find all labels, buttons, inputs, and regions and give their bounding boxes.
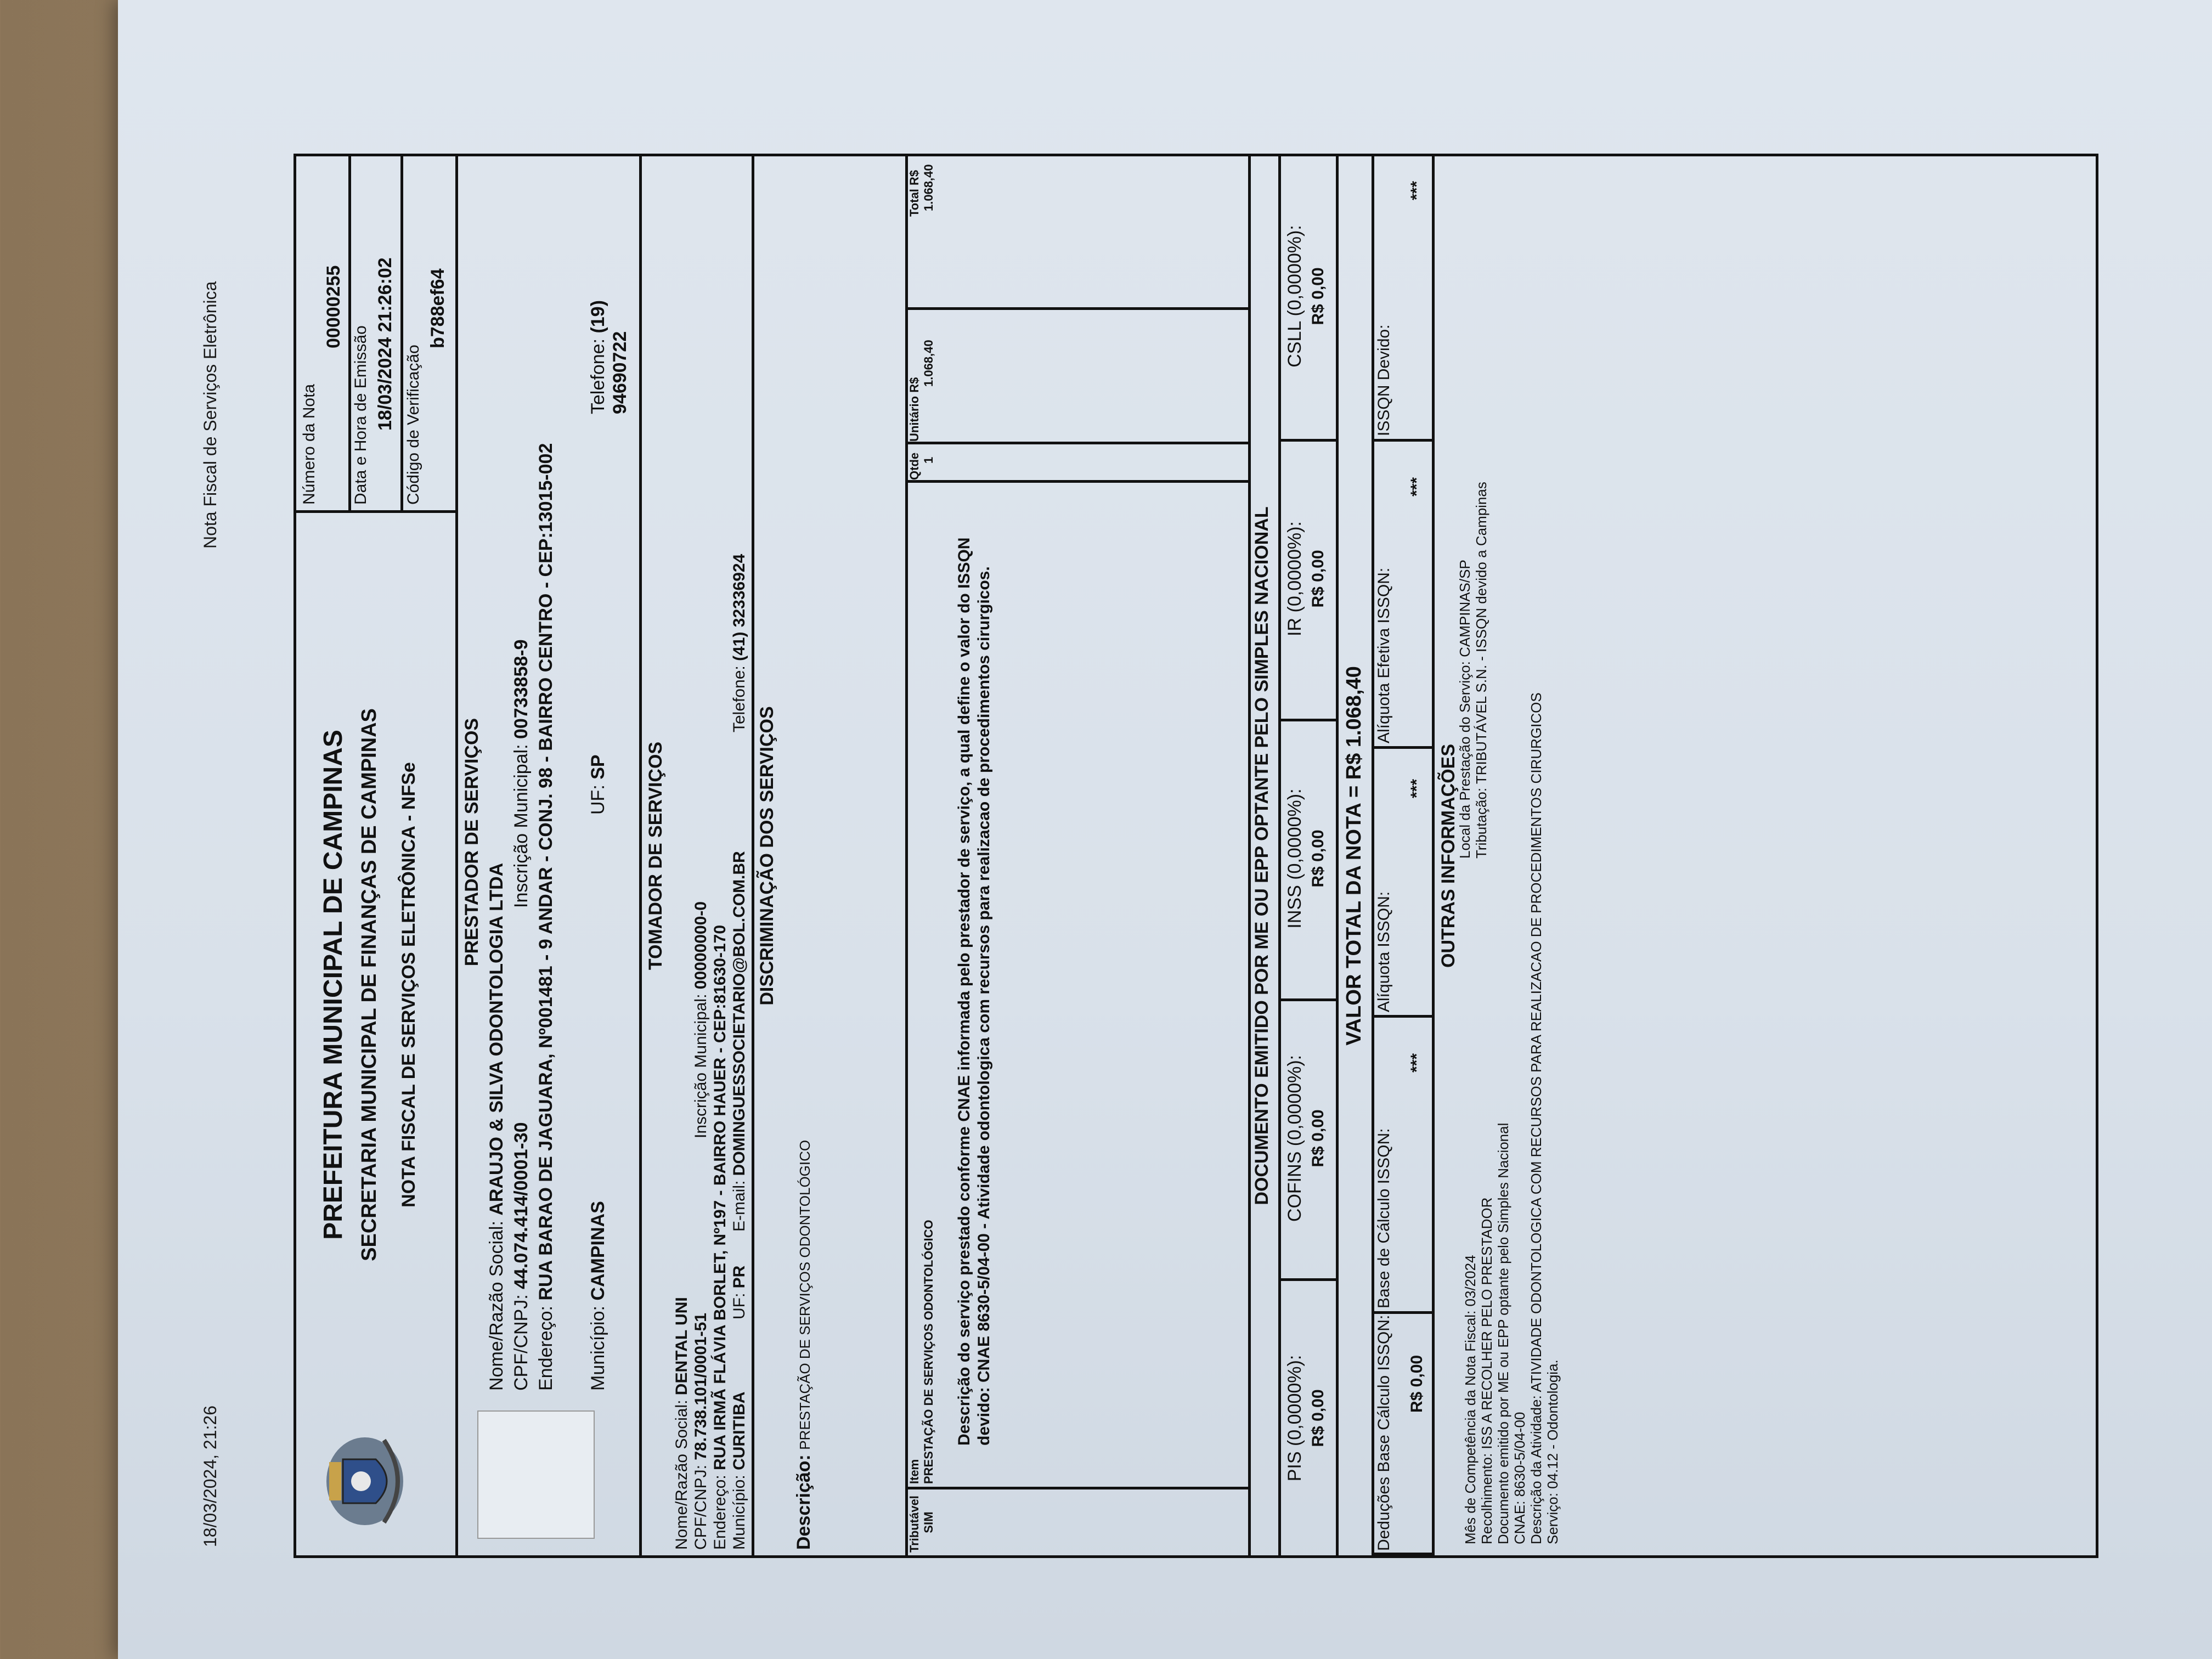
devido-label: ISSQN Devido: [1375, 324, 1393, 436]
data-value: 18/03/2024 21:26:02 [375, 257, 396, 431]
prestador-municipio: CAMPINAS [588, 1201, 608, 1301]
invoice-frame [294, 154, 2098, 1558]
deducoes-value: R$ 0,00 [1408, 1355, 1426, 1413]
ir-label: IR (0,0000%): [1284, 521, 1305, 636]
inss-value: R$ 0,00 [1309, 830, 1327, 888]
tomador-endereco-label: Endereço: [711, 1475, 729, 1550]
tomador-municipio-label: Município: [730, 1475, 748, 1550]
tomador-endereco: RUA IRMÃ FLÁVIA BORLET, Nº197 - BAIRRO HAUER - CEP:81630-170 [711, 924, 729, 1470]
base-value: *** [1408, 1053, 1426, 1073]
base-label: Base de Cálculo ISSQN: [1375, 1128, 1393, 1308]
tomador-uf: PR [730, 1265, 748, 1289]
discriminacao-title: DISCRIMINAÇÃO DOS SERVIÇOS [757, 706, 777, 1006]
prestador-title: PRESTADOR DE SERVIÇOS [461, 718, 482, 967]
csll-label: CSLL (0,0000%): [1284, 225, 1305, 368]
outras-local: Local da Prestação do Serviço: CAMPINAS/SP [1457, 560, 1473, 859]
tomador-cnpj-label: CPF/CNPJ: [692, 1464, 710, 1550]
print-title: Nota Fiscal de Serviços Eletrônica [200, 281, 220, 549]
aliquota-label: Alíquota ISSQN: [1375, 891, 1393, 1012]
data-label: Data e Hora de Emissão [352, 325, 370, 505]
devido-value: *** [1408, 180, 1426, 200]
header-nfse: NOTA FISCAL DE SERVIÇOS ELETRÔNICA - NFSe [398, 762, 419, 1207]
simples-title: DOCUMENTO EMITIDO POR ME OU EPP OPTANTE PELO SIMPLES NACIONAL [1251, 506, 1272, 1205]
codigo-label: Código de Verificação [404, 345, 422, 505]
prestador-uf-label: UF: [588, 785, 608, 815]
outras-cnae: CNAE: 8630-5/04-00 [1511, 1412, 1528, 1544]
col-item: Item [907, 1459, 921, 1484]
item-total: 1.068,40 [922, 164, 935, 211]
descricao-value: PRESTAÇÃO DE SERVIÇOS ODONTOLÓGICO [797, 1139, 813, 1450]
col-tributavel: Tributável [907, 1496, 921, 1553]
prestador-image-placeholder [477, 1410, 595, 1539]
tomador-municipio: CURITIBA [730, 1391, 748, 1470]
codigo-value: b788ef64 [427, 268, 448, 348]
ir-value: R$ 0,00 [1309, 550, 1327, 608]
tomador-email-label: E-mail: [730, 1180, 748, 1232]
prestador-telefone: (19) 94690722 [588, 300, 630, 414]
prestador-cnpj-label: CPF/CNPJ: [511, 1294, 532, 1391]
prestador-cnpj: 44.074.414/0001-30 [511, 1122, 532, 1289]
prestador-nome-label: Nome/Razão Social: [486, 1221, 507, 1391]
rotated-invoice-page [167, 121, 2186, 1602]
outras-recolhimento: Recolhimento: ISS A RECOLHER PELO PRESTADOR [1479, 1197, 1495, 1544]
item-unitario: 1.068,40 [922, 340, 935, 387]
tomador-im: 00000000-0 [692, 901, 710, 990]
outras-tributacao: Tributação: TRIBUTÁVEL S.N. - ISSQN devido a Campinas [1473, 482, 1489, 859]
item-name: PRESTAÇÃO DE SERVIÇOS ODONTOLÓGICO [922, 1220, 935, 1484]
header-secretaria: SECRETARIA MUNICIPAL DE FINANÇAS DE CAMPINAS [358, 708, 381, 1261]
item-descricao: Descrição do serviço prestado conforme CNAE informada pelo prestador de serviço, a qual define o valor do ISSQN devido: CNAE 8630-5/04-00 - Atividade odontologica com recursos para realizacao de procedimentos cirurgicos. [955, 537, 993, 1446]
prestador-im-label: Inscrição Municipal: [511, 744, 532, 908]
col-qtde: Qtde [907, 452, 921, 480]
tomador-telefone-label: Telefone: [730, 665, 748, 732]
prestador-im: 00733858-9 [511, 639, 532, 739]
prestador-municipio-label: Município: [588, 1306, 608, 1391]
outras-competencia: Mês de Competência da Nota Fiscal: 03/2024 [1462, 1255, 1479, 1544]
descricao-label: Descrição: [793, 1454, 814, 1550]
outras-servico: Serviço: 04.12 - Odontologia. [1544, 1359, 1561, 1544]
tomador-nome: DENTAL UNI [673, 1297, 691, 1396]
tomador-im-label: Inscrição Municipal: [692, 994, 710, 1138]
print-datetime: 18/03/2024, 21:26 [200, 1405, 220, 1547]
pis-value: R$ 0,00 [1309, 1389, 1327, 1447]
header-prefeitura: PREFEITURA MUNICIPAL DE CAMPINAS [319, 730, 348, 1240]
tomador-cnpj: 78.738.101/0001-51 [692, 1313, 710, 1460]
prestador-nome: ARAUJO & SILVA ODONTOLOGIA LTDA [486, 862, 507, 1216]
aliquota-value: *** [1408, 778, 1426, 798]
outras-documento: Documento emitido por ME ou EPP optante pelo Simples Nacional [1495, 1122, 1511, 1544]
prestador-endereco: RUA BARAO DE JAGUARA, Nº001481 - 9 ANDAR - CONJ. 98 - BAIRRO CENTRO - CEP:13015-002 [535, 443, 556, 1301]
valor-total: VALOR TOTAL DA NOTA = R$ 1.068,40 [1342, 666, 1365, 1046]
item-qtde: 1 [922, 456, 935, 464]
efetiva-value: *** [1408, 477, 1426, 496]
numero-value: 00000255 [323, 265, 344, 348]
prestador-endereco-label: Endereço: [535, 1306, 556, 1391]
col-unitario: Unitário R$ [907, 377, 921, 442]
numero-label: Número da Nota [300, 383, 318, 505]
tomador-telefone: (41) 32336924 [730, 554, 748, 661]
prestador-uf: SP [588, 754, 608, 780]
csll-value: R$ 0,00 [1309, 267, 1327, 325]
campinas-coat-of-arms-icon [318, 1429, 411, 1533]
tomador-nome-label: Nome/Razão Social: [673, 1400, 691, 1550]
outras-atividade: Descrição da Atividade: ATIVIDADE ODONTOLOGICA COM RECURSOS PARA REALIZACAO DE PROCEDIMENTOS CIRURGICOS [1528, 692, 1544, 1544]
efetiva-label: Alíquota Efetiva ISSQN: [1375, 567, 1393, 743]
tomador-title: TOMADOR DE SERVIÇOS [645, 741, 666, 970]
inss-label: INSS (0,0000%): [1284, 788, 1305, 929]
deducoes-label: Deduções Base Cálculo ISSQN: [1375, 1314, 1393, 1551]
cofins-value: R$ 0,00 [1309, 1109, 1327, 1167]
tomador-uf-label: UF: [730, 1293, 748, 1319]
outras-title: OUTRAS INFORMAÇÕES [1438, 744, 1459, 968]
paper-sheet [118, 0, 2212, 1659]
item-tributavel: SIM [922, 1511, 935, 1533]
pis-label: PIS (0,0000%): [1284, 1355, 1305, 1482]
tomador-email: DOMINGUESSOCIETARIO@BOL.COM.BR [730, 851, 748, 1176]
col-total: Total R$ [907, 170, 921, 217]
cofins-label: COFINS (0,0000%): [1284, 1054, 1305, 1222]
prestador-telefone-label: Telefone: [588, 338, 608, 414]
